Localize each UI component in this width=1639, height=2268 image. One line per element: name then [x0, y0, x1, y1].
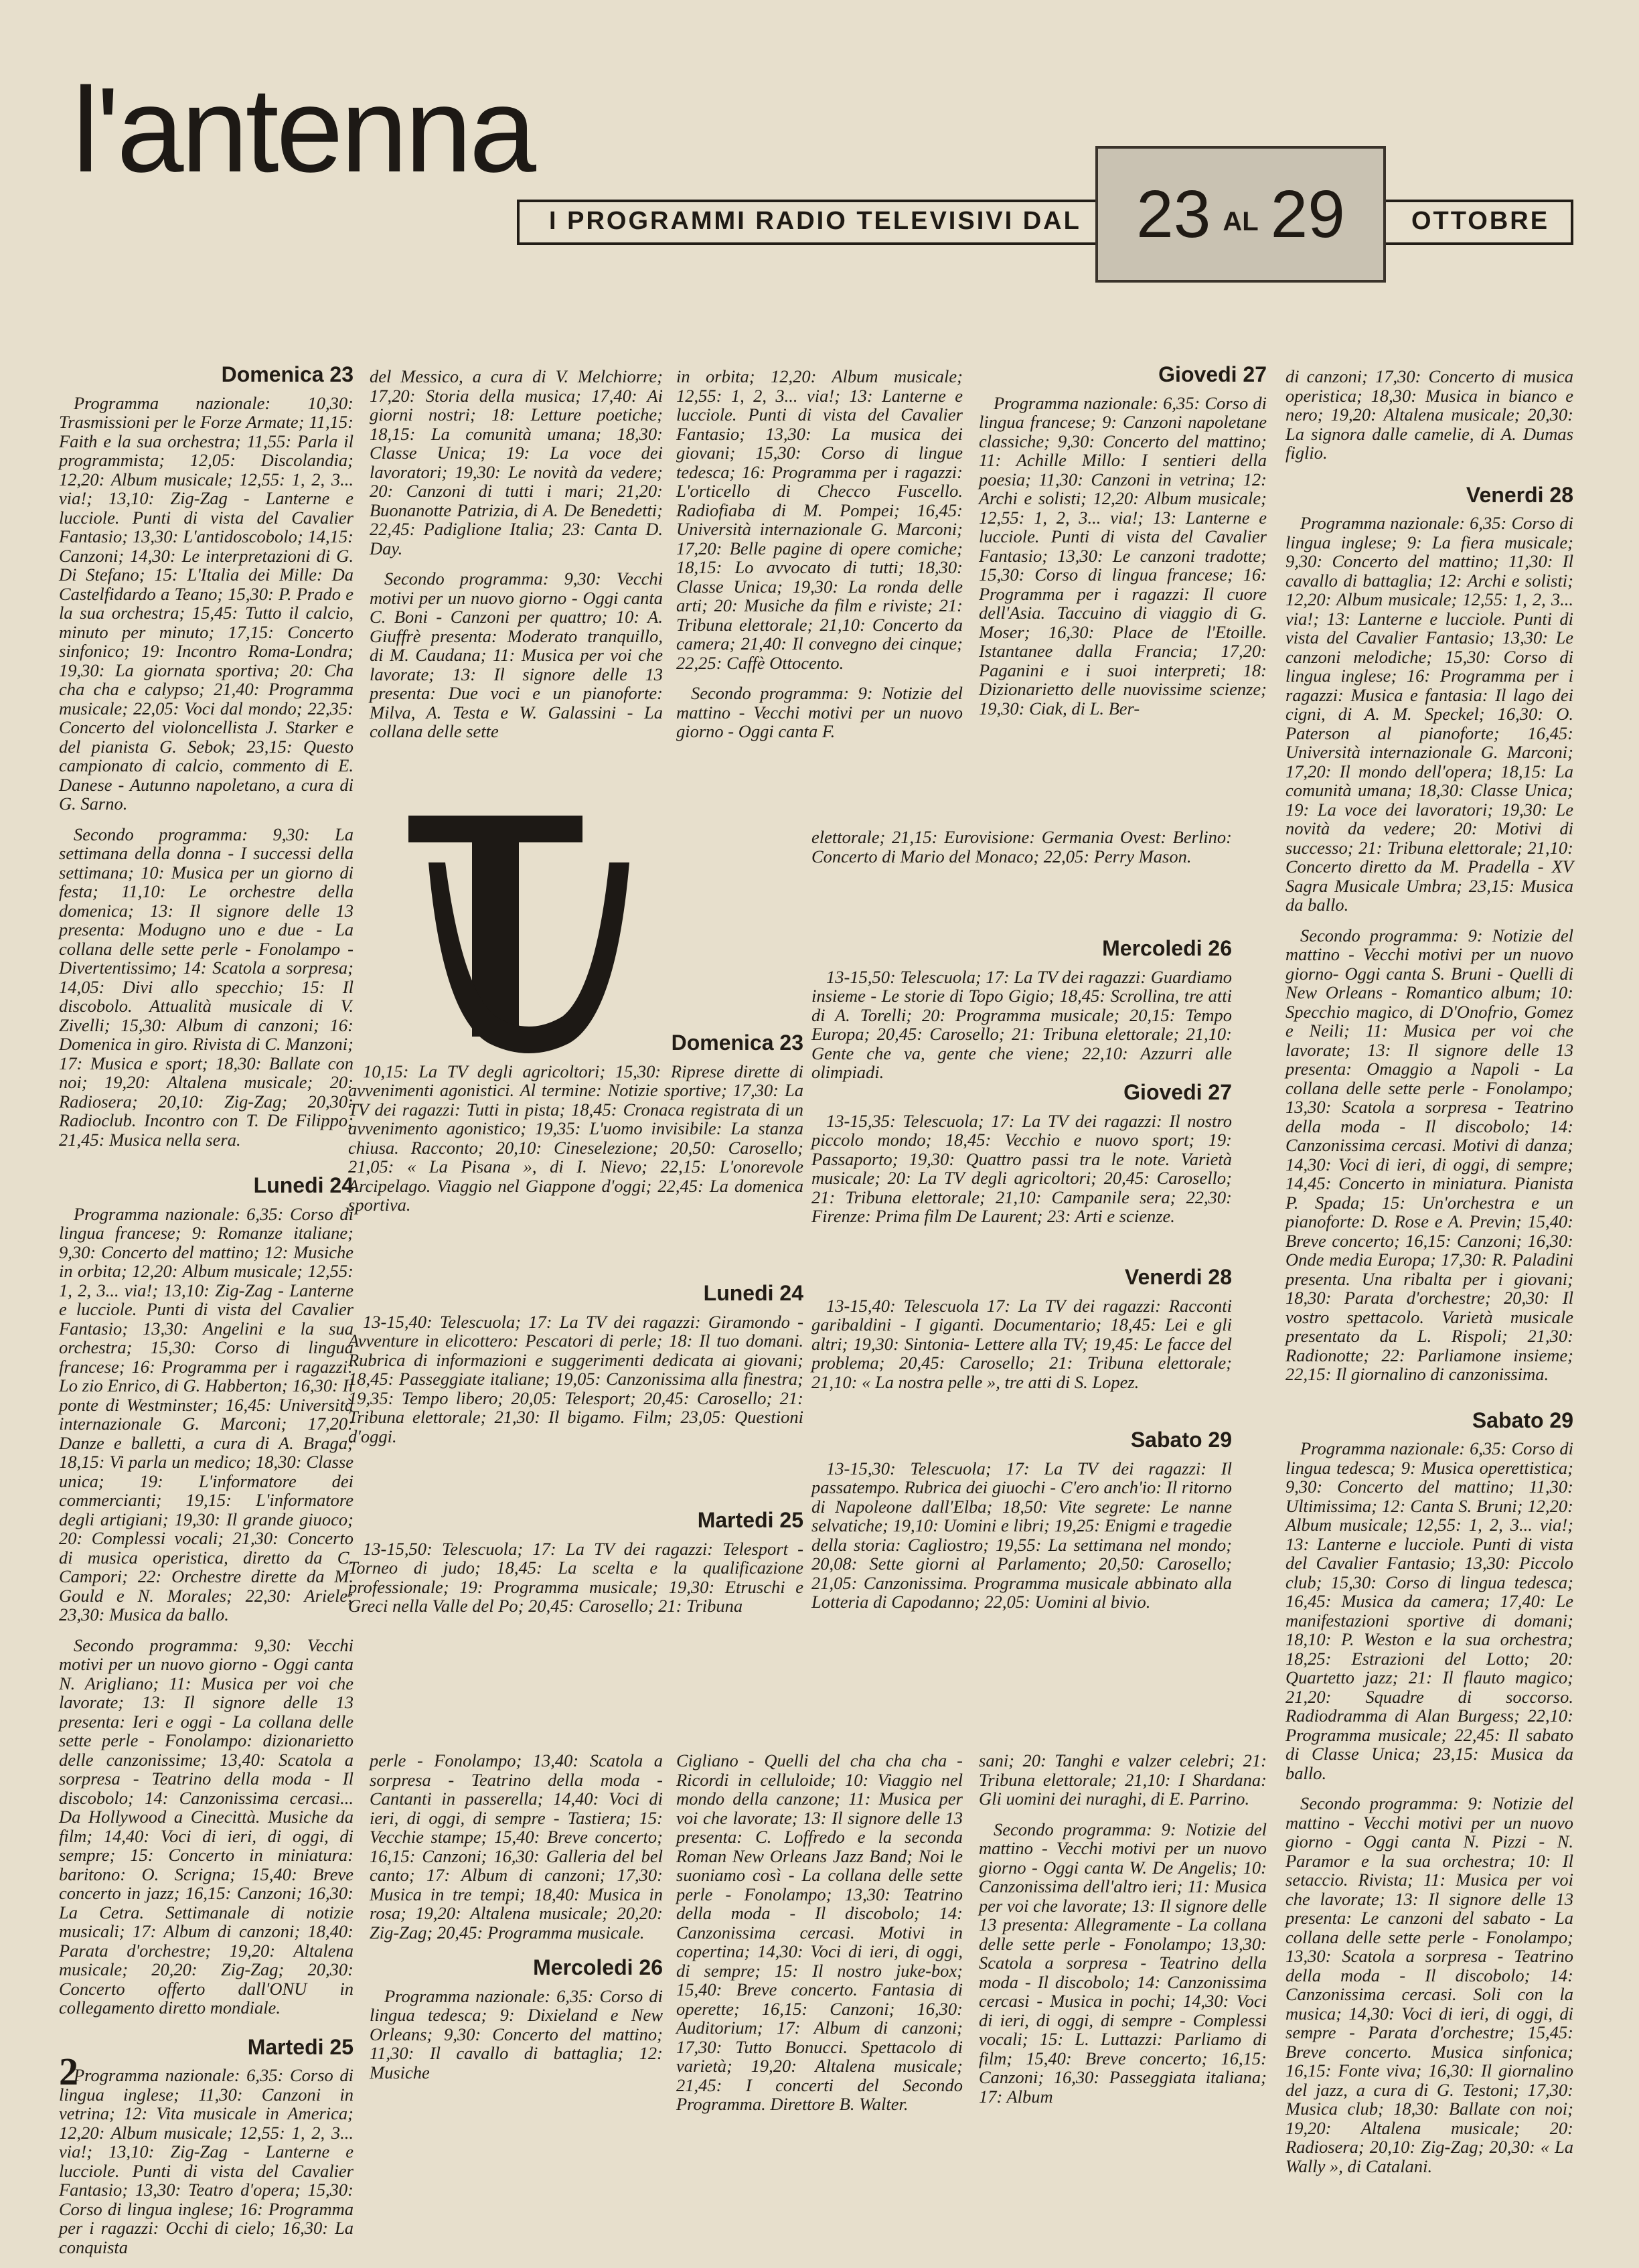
radio-lun-nazionale: Programma nazionale: 6,35: Corso di lingua francese; 9: Romanze italiane; 9,30: Concerto del mattino; 12: Musiche in orbita; 12,20: Album musicale; 12,55: 1, 2, 3... via!; 13,10: Zig-Zag - Lanterne e lucciole. Punti di vista del Cavalier Fantasio; 13,30: Angelini e la sua orchestra; 15,30: Corso di lingua francese; 16: Programma per i ragazzi: Lo zio Enrico, di G. Habberton; 16,30: Il ponte di Westminster; 16,45: Università internazionale G. Marconi; 17,20: Danze e balletti, a cura di A. Braga; 18,15: Vi parla un medico; 18,30: Classe unica; 19: L'informatore dei commercianti; 19,15: L'informatore degli artigiani; 19,30: Il grande giuoco; 20: Complessi vocali; 21,30: Concerto di musica operistica, diretto da C. Campori; 22: Orchestre dirette da M. Gould e N. Morales; 22,30: Ariele; 23,30: Musica da ballo.: [59, 1203, 354, 1624]
tv-lun-text: 13-15,40: Telescuola; 17: La TV dei ragazzi: Giramondo - Avventure in elicottero: Pescatori di perle; 18: Il tuo domani. Rubrica di informazioni e suggerimenti dedicata ai giovani; 18,45: Passeggiate italiane; 19,05: Canzonissima alla finestra; 19,35: Tempo libero; 20,05: Telesport; 20,45: Carosello; 21: Tribuna elettorale; 21,30: Il bigamo. Film; 23,05: Questioni d'oggi.: [348, 1311, 803, 1446]
radio-column-3-top: [676, 367, 963, 753]
tv-block-martedi: [348, 1508, 803, 1627]
radio-day-martedi: Martedi 25: [247, 2034, 354, 2059]
radio-mar-secondo-cont: perle - Fonolampo; 13,40: Scatola a sorpresa - Teatrino della moda - Cantanti in passerella; 14,40: Voci di ieri, di oggi, di sempre - Tastiera; 15: Vecchie stampe; 15,40: Breve concerto; 16,15: Canzoni; 16,30: Galleria del bel canto; 17: Album di canzoni; 17,30: Musica in tre tempi; 18,40: Musica in rosa; 19,20: Altalena musicale; 20,20: Zig-Zag; 20,45: Programma musicale.: [370, 1750, 663, 1943]
tv-block-sabato: [811, 1430, 1232, 1623]
radio-column-2-bottom: [370, 1751, 663, 2093]
tv-day-lunedi: Lunedi 24: [703, 1281, 803, 1305]
tv-block-giovedi: [811, 1080, 1232, 1237]
radio-column-5: [1285, 367, 1573, 2187]
tv-day-martedi: Martedi 25: [697, 1508, 803, 1532]
date-from: 23: [1136, 177, 1211, 252]
tv-dom-text: 10,15: La TV degli agricoltori; 15,30: Riprese dirette di avvenimenti agonistici. Al termine: Notizie sportive; 17,30: La TV dei ragazzi: Tutti in pista; 18,45: Cronaca registrata di un avvenimento agonistico; 19,35: L'uomo invisibile: La stanza chiusa. Racconto; 20,10: Cineselezione; 20,50: Carosello; 21,05: « La Pisana », di I. Nievo; 22,15: L'onorevole Arcipelago. Viaggio nel Giappone d'oggi; 22,45: La domenica sportiva.: [348, 1061, 803, 1215]
tv-gio-text: 13-15,35: Telescuola; 17: La TV dei ragazzi: Il nostro piccolo mondo; 18,45: Vecchio e nuovo sport; 19: Passaporto; 19,30: Quattro passi tra le note. Varietà musicale; 20: La TV degli agricoltori; 20,45: Carosello; 21: Tribuna elettorale; 21,10: Campanile sera; 22,30: Firenze: Prima film De Laurent; 23: Arti e scienze.: [811, 1110, 1232, 1226]
radio-gio-secondo: Secondo programma: 9: Notizie del mattino - Vecchi motivi per un nuovo giorno - Oggi canta W. De Angelis; 10: Canzonissima dell'altro ieri; 11: Musica per voi che lavorate; 13: Il signore delle 13 presenta: Allegramente - La collana delle sette perle - Fonolampo; 13,30: Scatola a sorpresa - Teatrino della moda - Il discobolo; 14: Canzonissima cercasi - Musica in pochi; 14,30: Voci di ieri, di oggi, di sempre - Complessi vocali; 15: L. Luttazzi: Parliamo di film; 15,40: Breve concerto; 16,15: Canzoni; 16,30: Passeggiata italiana; 17: Album: [979, 1819, 1267, 2107]
tv-block-mercoledi: [811, 936, 1232, 1093]
date-al: AL: [1223, 206, 1259, 236]
radio-mer-secondo: Cigliano - Quelli del cha cha cha - Ricordi in celluloide; 10: Viaggio nel mondo della canzone; 11: Musica per voi che lavorate; 13: Il signore delle 13 presenta: C. Loffredo e la seconda Roman New Orleans Jazz Band; Noi le suoniamo così - La collana delle sette perle - Fonolampo; 13,30: Teatrino della moda - Il discobolo; 14: Canzonissima cercasi. Motivi in copertina; 14,30: Voci di ieri, di oggi, di sempre; 15: Il nostro juke-box; 15,40: Breve concerto. Fantasia di operette; 16,15: Canzoni; 16,30: Auditorium; 17: Album di canzoni; 17,30: Tutto Bonucci. Spettacolo di varietà; 19,20: Altalena musicale; 21,45: I concerti del Secondo Programma. Direttore B. Walter.: [676, 1750, 963, 2114]
tv-day-giovedi: Giovedi 27: [1123, 1080, 1232, 1104]
masthead-title: l'antenna: [72, 63, 534, 198]
radio-day-domenica: Domenica 23: [221, 362, 354, 386]
tv-martedi-cont: [811, 828, 1232, 877]
radio-gio-secondo-cont: di canzoni; 17,30: Concerto di musica operistica; 18,30: Musica in bianco e nero; 19,20: Altalena musicale; 20,30: La signora dalle camelie, di A. Dumas figlio.: [1285, 366, 1573, 463]
date-to: 29: [1270, 177, 1345, 252]
radio-ven-secondo: Secondo programma: 9: Notizie del mattino - Vecchi motivi per un nuovo giorno- Oggi canta S. Bruni - Quelli di New Orleans - Romantico album; 10: Specchio magico, di D'Onofrio, Gomez e Neili; 11: Musica per voi che lavorate; 13: Il signore delle 13 presenta: Omaggio a Napoli - La collana delle sette perle - Fonolampo; 13,30: Scatola a sorpresa - Teatrino della moda - Il discobolo; 14: Canzonissima cercasi. Motivi di danza; 14,30: Voci di ieri, di oggi, di sempre; 14,45: Concerto in miniatura. Pianista P. Spada; 15: Un'orchestra e un pianoforte: D. Rose e A. Previn; 15,40: Breve concerto; 16,15: Canzoni; 16,30: Onde media Europa; 17,30: R. Paladini presenta. Una ribalta per i giovani; 18,30: Parata d'orchestre; 20,30: Il vostro spettacolo. Varietà musicale presentato da L. Rispoli; 21,30: Radionotte; 22: Parliamone insieme; 22,15: Il giornalino di canzonissima.: [1285, 925, 1573, 1384]
tv-mar-cont-text: elettorale; 21,15: Eurovisione: Germania Ovest: Berlino: Concerto di Mario del Monaco; 22,05: Perry Mason.: [811, 827, 1232, 866]
radio-dom-nazionale-cont: del Messico, a cura di V. Melchiorre; 17,20: Storia della musica; 17,40: Ai giorni nostri; 18: Letture poetiche; 18,15: La comunità umana; 18,30: Classe Unica; 19: La voce dei lavoratori; 19,30: Le novità da vedere; 20: Canzoni di tutti i mari; 21,20: Buonanotte Patrizia, di A. De Benedetti; 22,45: Padiglione Italia; 23: Canta D. Day.: [370, 366, 663, 558]
radio-column-3-bottom: [676, 1751, 963, 2125]
radio-merc-nazionale-cont: in orbita; 12,20: Album musicale; 12,55: 1, 2, 3... via!; 13: Lanterne e lucciole. Punti di vista del Cavalier Fantasio; 13,30: La musica dei giovani; 15,30: Corso di lingue tedesca; 16: Programma per i ragazzi: L'orticello di Checco Fuscello. Radiofiaba di M. Pompei; 16,45: Università internazionale G. Marconi; 17,20: Belle pagine di opere comiche; 18,15: Lo avvocato di tutti; 18,30: Classe Unica; 19,30: La ronda delle arti; 20: Musiche da film e riviste; 21: Tribuna elettorale; 21,10: Concerto da camera; 21,40: Il convegno dei cinque; 22,25: Caffè Ottocento.: [676, 366, 963, 673]
tv-mer-text: 13-15,50: Telescuola; 17: La TV dei ragazzi: Guardiamo insieme - Le storie di Topo Gigio; 18,45: Scrollina, tre atti di A. Torelli; 20: Programma musicale; 20,15: Tempo Europa; 20,45: Carosello; 21: Tribuna elettorale; 21,10: Gente che va, gente che viene; 22,10: Azzurri alle olimpiadi.: [811, 966, 1232, 1082]
radio-gio-nazionale: Programma nazionale: 6,35: Corso di lingua francese; 9: Canzoni napoletane classiche; 9,30: Concerto del mattino; 11: Achille Millo: I sentieri della poesia; 11,30: Canzoni in vetrina; 12: Archi e solisti; 12,20: Album musicale; 12,55: 1, 2, 3... via!; 13: Lanterne e lucciole. Punti di vista del Cavalier Fantasio; 13,30: Le canzoni tradotte; 15,30: Corso di lingua francese; 16: Programma per i ragazzi: Il cuore dell'Asia. Taccuino di viaggio di G. Moser; 16,30: Place de l'Etoille. Istantanee dalla Francia; 17,20: Paganini e i suoi interpreti; 18: Dizionarietto delle nuovissime scienze; 19,30: Ciak, di L. Ber-: [979, 392, 1267, 719]
radio-day-sabato: Sabato 29: [1472, 1408, 1573, 1432]
radio-sab-secondo: Secondo programma: 9: Notizie del mattino - Vecchi motivi per un nuovo giorno - Oggi canta N. Pizzi - N. Paramor e la sua orchestra; 10: Il setaccio. Rivista; 11: Musica per voi che lavorate; 13: Il signore delle 13 presenta: Le canzoni del sabato - La collana delle sette perle - Fonolampo; 13,30: Scatola a sorpresa - Teatrino della moda - Il discobolo; 14: Canzonissima cercasi. Soli con la musica; 14,30: Voci di ieri, di oggi, di sempre - Parata d'orchestre; 15,45: Breve concerto. Musica sinfonica; 16,15: Fonte viva; 16,30: Il giornalino del jazz, a cura di G. Testoni; 17,30: Musica club; 18,30: Ballate con noi; 19,20: Altalena musicale; 20: Radiosera; 20,10: Zig-Zag; 20,30: « La Wally », di Catalani.: [1285, 1793, 1573, 2176]
radio-dom-secondo-cont: Secondo programma: 9,30: Vecchi motivi per un nuovo giorno - Oggi canta C. Boni - Canzoni per quattro; 10: A. Giuffrè presenta: Moderato tranquillo, di M. Caudana; 11: Musica per voi che lavorate; 13: Il signore delle 13 presenta: Due voci e un pianoforte: Milva, A. Testa e W. Galassini - La collana delle sette: [370, 569, 663, 741]
radio-column-4-bottom: [979, 1751, 1267, 2117]
radio-column-4-top: [979, 362, 1267, 729]
radio-dom-secondo: Secondo programma: 9,30: La settimana della donna - I successi della settimana; 10: Musica per un giorno di festa; 11,10: Le orchestre della domenica; 13: Il signore delle 13 presenta: Modugno uno e due - La collana delle sette perle - Fonolampo - Divertentissimo; 14: Scatola a sorpresa; 14,05: Divi allo specchio; 15: Il discobolo. Attualità musicale di V. Zivelli; 15,30: Album di canzoni; 16: Domenica in giro. Rivista di C. Manzoni; 17: Musica e sport; 18,30: Ballate con noi; 19,20: Altalena musicale; 20: Radiosera; 20,10: Zig-Zag; 20,30: Radioclub. Incontro con T. De Filippo; 21,45: Musica nella sera.: [59, 824, 354, 1150]
radio-lun-secondo: Secondo programma: 9,30: Vecchi motivi per un nuovo giorno - Oggi canta N. Arigliano; 11: Musica per voi che lavorate; 13: Il signore delle 13 presenta: Ieri e oggi - La collana delle sette perle - Fonolampo: dizionarietto delle canzonissime; 13,40: Scatola a sorpresa - Teatrino della moda - Il discobolo; 14: Canzonissima cercasi... Da Hollywood a Cinecittà. Musiche da film; 14,40: Voci di ieri, di oggi, di sempre; 15: Concerto in miniatura: baritono: O. Scrigna; 15,40: Breve concerto in jazz; 16,15: Canzoni; 16,30: La Cetra. Settimanale di notizie musicali; 17: Album di canzoni; 18,40: Parata d'orchestre; 19,20: Altalena musicale; 20,20: Zig-Zag; 20,30: Concerto offerto dall'ONU in collegamento diretto mondiale.: [59, 1635, 354, 2018]
tv-block-domenica: [348, 1033, 803, 1226]
radio-day-lunedi: Lunedi 24: [253, 1173, 354, 1197]
tv-logo-icon: [408, 816, 676, 1058]
radio-mer-nazionale: Programma nazionale: 6,35: Corso di lingua tedesca; 9: Dixieland e New Orleans; 9,30: Concerto del mattino; 11,30: Il cavallo di battaglia; 12: Musiche: [370, 1985, 663, 2083]
tv-block-lunedi: [348, 1281, 803, 1457]
month-label: OTTOBRE: [1411, 207, 1550, 235]
radio-dom-nazionale: Programma nazionale: 10,30: Trasmissioni per le Forze Armate; 11,15: Faith e la sua orchestra; 11,55: Parla il programmista; 12,05: Discolandia; 12,20: Album musicale; 12,55: 1, 2, 3... via!; 13,10: Zig-Zag - Lanterne e lucciole. Punti di vista del Cavalier Fantasio; 13,30: L'antidoscobolo; 14,15: Canzoni; 14,30: Le interpretazioni di G. Di Stefano; 15: L'Italia dei Mille: Da Castelfidardo a Teano; 15,30: P. Prado e la sua orchestra; 15,45: Tutto il calcio, minuto per minuto; 17,15: Concerto sinfonico; 19: Incontro Roma-Londra; 19,30: La giornata sportiva; 20: Cha cha cha e calypso; 21,40: Programma musicale; 22,05: Voci dal mondo; 22,35: Concerto del violoncellista J. Starker e del pianista G. Sebok; 23,15: Questo campionato di calcio, commento di E. Danese - Autunno napoletano, a cura di G. Sarno.: [59, 392, 354, 814]
tv-day-domenica: Domenica 23: [671, 1031, 803, 1055]
subtitle: I PROGRAMMI RADIO TELEVISIVI DAL: [549, 207, 1081, 235]
radio-day-venerdi: Venerdi 28: [1466, 482, 1573, 507]
radio-sab-nazionale: Programma nazionale: 6,35: Corso di lingua tedesca; 9: Musica operettistica; 9,30: Concerto del mattino; 11,30: Ultimissima; 12: Canta S. Bruni; 12,20: Album musicale; 12,55: 1, 2, 3... via!; 13: Lanterne e lucciole. Punti di vista del Cavalier Fantasio; 13,30: Piccolo club; 15,30: Corso di lingua tedesca; 16,45: Musica da camera; 17,40: Le manifestazioni sportive di domani; 18,10: P. Weston e la sua orchestra; 18,25: Estrazioni del Lotto; 20: Quartetto jazz; 21: Il flauto magico; 21,20: Squadre di soccorso. Radiodramma di Alan Burgess; 22,10: Programma musicale; 22,45: Il sabato di Classe Unica; 23,15: Musica da ballo.: [1285, 1438, 1573, 1783]
radio-gio-nazionale-cont: sani; 20: Tanghi e valzer celebri; 21: Tribuna elettorale; 21,10: I Shardana: Gli uomini dei nuraghi, di E. Parrino.: [979, 1750, 1267, 1809]
tv-ven-text: 13-15,40: Telescuola 17: La TV dei ragazzi: Racconti garibaldini - I giganti. Documentario; 18,45: Lei e gli altri; 19,30: Sintonia- Lettere alla TV; 19,45: Le facce del problema; 20,45: Carosello; 21: Tribuna elettorale; 21,10: « La nostra pelle », tre atti di S. Lopez.: [811, 1295, 1232, 1392]
radio-day-giovedi: Giovedi 27: [1158, 362, 1267, 386]
tv-mar-text: 13-15,50: Telescuola; 17: La TV dei ragazzi: Telesport - Torneo di judo; 18,45: La scelta e la qualificazione professionale; 19: Programma musicale; 19,30: Etruschi e Greci nella Valle del Po; 20,45: Carosello; 21: Tribuna: [348, 1538, 803, 1616]
tv-day-sabato: Sabato 29: [1130, 1428, 1232, 1452]
tv-block-venerdi: [811, 1265, 1232, 1403]
tv-day-mercoledi: Mercoledi 26: [1102, 936, 1232, 960]
radio-merc-secondo-start: Secondo programma: 9: Notizie del mattino - Vecchi motivi per un nuovo giorno - Oggi canta F.: [676, 683, 963, 741]
radio-column-1: [59, 362, 354, 2268]
tv-sab-text: 13-15,30: Telescuola; 17: La TV dei ragazzi: Il passatempo. Rubrica dei giuochi - C'ero anch'io: Il ritorno di Napoleone dall'Elba; 18,50: Vite segrete: Le nanne selvatiche; 19,10: Uomini e libri; 19,25: Enigmi e tragedie della storia: Cagliostro; 19,55: La settimana nel mondo; 20,08: Sette giorni al Parlamento; 20,50: Carosello; 21,05: Canzonissima. Programma musicale abbinato alla Lotteria di Capodanno; 22,05: Uomini al bivio.: [811, 1458, 1232, 1612]
tv-day-venerdi: Venerdi 28: [1124, 1265, 1232, 1289]
radio-ven-nazionale: Programma nazionale: 6,35: Corso di lingua inglese; 9: La fiera musicale; 9,30: Concerto del mattino; 11,30: Il cavallo di battaglia; 12: Archi e solisti; 12,20: Album musicale; 12,55: 1, 2, 3... via!; 13: Lanterne e lucciole. Punti di vista del Cavalier Fantasio; 13,30: Le canzoni melodiche; 15,30: Corso di lingua inglese; 16: Programma per i ragazzi: Musica e fantasia: Il lago dei cigni, di A. M. Speckel; 16,30: O. Paterson al pianoforte; 16,45: Università internazionale G. Marconi; 17,20: Il mondo dell'opera; 18,15: La comunità umana; 18,30: Classe Unica; 19: La voce dei lavoratori; 19,30: Le novità da vedere; 20: Motivi di successo; 21: Tribuna elettorale; 21,10: Concerto diretto da M. Pradella - XV Sagra Musicale Umbra; 23,15: Musica da ballo.: [1285, 513, 1573, 915]
radio-day-mercoledi: Mercoledi 26: [533, 1955, 663, 1979]
radio-column-2-top: [370, 367, 663, 753]
radio-mar-nazionale: Programma nazionale: 6,35: Corso di lingua inglese; 11,30: Canzoni in vetrina; 12: Vita musicale in America; 12,20: Album musicale; 12,55: 1, 2, 3... via!; 13,10: Zig-Zag - Lanterne e lucciole. Punti di vista del Cavalier Fantasio; 13,30: Teatro d'opera; 15,30: Corso di lingua inglese; 16: Programma per i ragazzi: Occhi di cielo; 16,30: La conquista: [59, 2065, 354, 2257]
page-number: 2: [59, 2050, 78, 2093]
date-range-box: [1095, 146, 1386, 283]
